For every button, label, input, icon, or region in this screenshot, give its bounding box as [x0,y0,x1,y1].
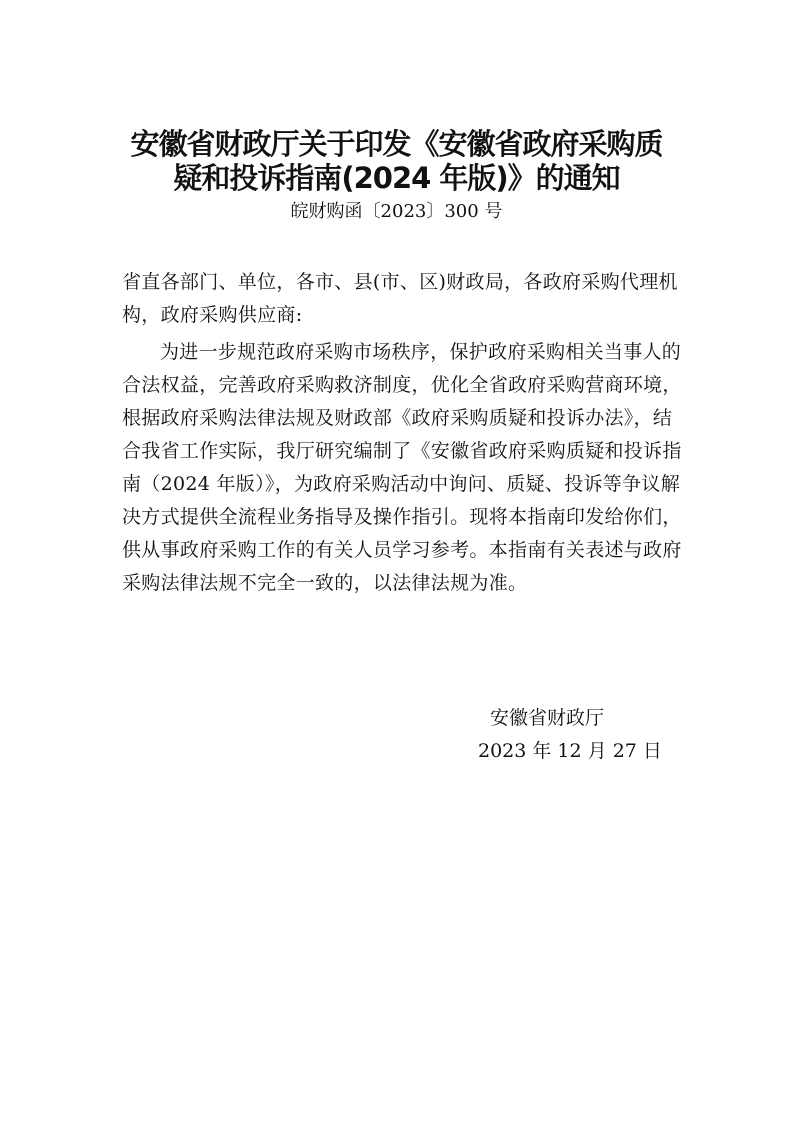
issue-date: 2023 年 12 月 27 日 [478,740,662,762]
document-title-line-2: 疑和投诉指南(2024 年版)》的通知 [173,161,620,195]
document-number: 皖财购函〔2023〕300 号 [290,201,503,222]
body-paragraph: 为进一步规范政府采购市场秩序，保护政府采购相关当事人的合法权益，完善政府采购救济制度，优化全省政府采购营商环境，根据政府采购法律法规及财政部《政府采购质疑和投诉办法》，结合我省工作实际，我厅研究编制了《安徽省政府采购质疑和投诉指南（2024 年版）》，为政府采购活动中询问、质疑、投诉等争议解决方式提供全流程业务指导及操作指引。现将本指南印发给你们，供从事政府采购工作的有关人员学习参考。本指南有关表述与政府采购法律法规不完全一致的，以法律法规为准。 [122,341,682,594]
signer: 安徽省财政厅 [490,707,605,729]
addressee-paragraph: 省直各部门、单位，各市、县(市、区)财政局，各政府采购代理机构，政府采购供应商: [122,271,678,326]
document-title-line-1: 安徽省财政厅关于印发《安徽省政府采购质 [130,127,663,161]
